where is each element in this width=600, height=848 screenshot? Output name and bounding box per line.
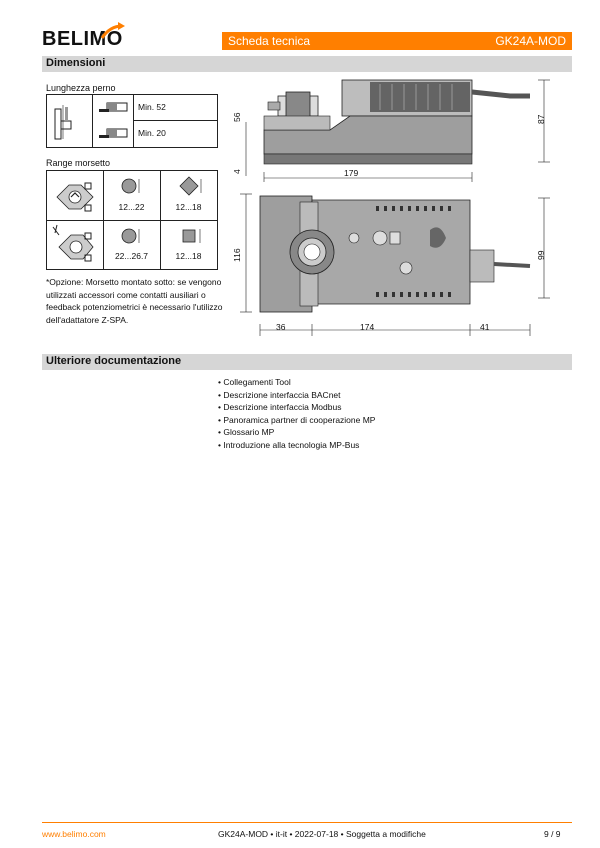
dim-total-height: 87 — [536, 114, 546, 124]
logo-arrow-icon — [100, 22, 126, 42]
footer-doc-info: GK24A-MOD • it-it • 2022-07-18 • Soggetta a modifiche — [218, 829, 426, 839]
dim-top-width: 116 — [232, 248, 242, 262]
spindle-icon — [47, 95, 93, 147]
spindle-min-52: Min. 52 — [138, 102, 166, 112]
doc-link-mp-glossary[interactable]: • Glossario MP — [218, 426, 375, 439]
dim-left-offset: 36 — [276, 322, 286, 332]
dim-right-length: 41 — [480, 322, 490, 332]
spindle-row-2 — [134, 121, 218, 147]
spindle-row-1 — [134, 95, 218, 121]
model-name: GK24A-MOD — [495, 34, 566, 48]
further-docs-list — [218, 376, 375, 451]
logo-text: BELIMO — [42, 28, 123, 50]
clamp-range-table — [46, 170, 218, 270]
dim-side-length: 179 — [344, 168, 359, 178]
clamp-square-range-2: 12...18 — [175, 251, 202, 261]
doc-link-tool[interactable]: • Collegamenti Tool — [218, 376, 375, 389]
spindle-min-20: Min. 20 — [138, 128, 166, 138]
spindle-shape-cell — [93, 95, 134, 147]
clamp-round-range-1: 12...22 — [118, 202, 145, 212]
doc-link-mp-partners[interactable]: • Panoramica partner di cooperazione MP — [218, 414, 375, 427]
round-spindle-icon-2 — [117, 227, 147, 245]
doc-link-mp-bus[interactable]: • Introduzione alla tecnologia MP-Bus — [218, 439, 375, 452]
dim-top-height: 99 — [536, 250, 546, 260]
clamp-top-icon — [49, 175, 101, 217]
round-spindle-icon-1 — [117, 177, 147, 195]
dimensions-title: Dimensioni — [46, 57, 106, 69]
spindle-icon-cell — [47, 95, 93, 147]
dim-side-height: 56 — [232, 112, 242, 122]
clamp-bottom-icon — [49, 223, 101, 267]
header-bar — [222, 32, 572, 50]
clamp-range-title: Range morsetto — [46, 158, 111, 168]
doc-link-modbus[interactable]: • Descrizione interfaccia Modbus — [218, 401, 375, 414]
footer-rule — [42, 822, 572, 823]
square-spindle-icon-1 — [177, 175, 207, 197]
spindle-length-table — [46, 94, 218, 148]
clamp-round-range-2: 22...26.7 — [114, 251, 149, 261]
belimo-logo — [42, 26, 122, 54]
square-spindle-icon-2 — [177, 227, 207, 245]
dimensions-section-bar — [42, 56, 572, 72]
doc-type: Scheda tecnica — [228, 34, 311, 48]
spindle-length-title: Lunghezza perno — [46, 83, 116, 93]
footer-page-number: 9 / 9 — [544, 829, 561, 839]
doc-link-bacnet[interactable]: • Descrizione interfaccia BACnet — [218, 389, 375, 402]
dim-mid-length: 174 — [360, 322, 375, 332]
dim-base-offset: 4 — [232, 169, 242, 174]
accessory-note: *Opzione: Morsetto montato sotto: se vengono utilizzati accessori come contatti ausiliari o feedback potenziometrici è necessario l'utilizzo dell'adattatore Z-SPA. — [46, 277, 223, 325]
footer-website[interactable]: www.belimo.com — [42, 829, 106, 839]
top-view-drawing — [230, 188, 560, 338]
side-view-drawing — [230, 74, 560, 184]
clamp-square-range-1: 12...18 — [175, 202, 202, 212]
spindle-shape-icon — [93, 95, 134, 147]
further-docs-title: Ulteriore documentazione — [46, 355, 182, 367]
further-docs-section-bar — [42, 354, 572, 370]
